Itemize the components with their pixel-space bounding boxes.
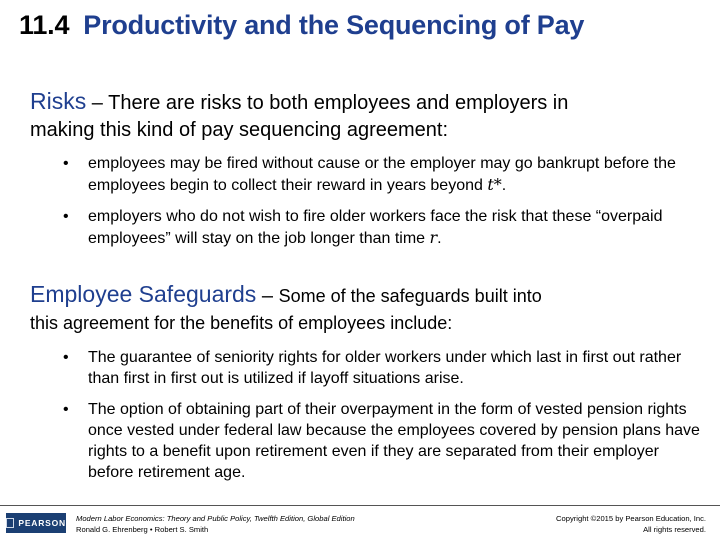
pearson-logo-icon bbox=[6, 518, 14, 528]
footer-copyright bbox=[556, 513, 706, 535]
slide-title bbox=[19, 10, 584, 41]
risks-intro-line1: There are risks to both employees and employers in bbox=[108, 92, 569, 114]
bullet-icon: • bbox=[63, 401, 69, 418]
bullet-icon: • bbox=[63, 155, 69, 172]
risk-bullet-var: t* bbox=[487, 175, 502, 194]
safeguard-bullet-text: The option of obtaining part of their overpayment in the form of vested pension rights once vested under federal law because the employees covered by pension plans have rights to a benefit upon retirement even if they are separated from their employer before retirement age. bbox=[88, 401, 700, 481]
risks-heading: Risks bbox=[30, 88, 87, 114]
list-item: • employers who do not wish to fire older workers face the risk that these “overpaid employees” will stay on the job longer than time r. bbox=[63, 208, 663, 247]
safeguards-intro-line2: this agreement for the benefits of employees include: bbox=[30, 313, 453, 333]
footer-book-title: Modern Labor Economics: Theory and Public Policy, Twelfth Edition, Global Edition bbox=[76, 514, 355, 523]
footer-copyright-text: Copyright ©2015 by Pearson Education, Inc. bbox=[556, 514, 706, 523]
risks-intro: Risks – There are risks to both employees and employers in making this kind of pay sequencing agreement: bbox=[30, 88, 569, 141]
risk-bullet-text: employees may be fired without cause or the employer may go bankrupt before the employees begin to collect their reward in years beyond bbox=[88, 155, 676, 194]
risk-bullet-text: employers who do not wish to fire older workers face the risk that these “overpaid employees” will stay on the job longer than time bbox=[88, 208, 663, 247]
slide-number: 11.4 bbox=[19, 10, 70, 40]
safeguards-section bbox=[30, 281, 702, 483]
bullet-icon: • bbox=[63, 208, 69, 225]
safeguards-bullet-list bbox=[30, 347, 702, 483]
risks-bullet-list bbox=[30, 153, 702, 249]
safeguards-intro-line1: Some of the safeguards built into bbox=[278, 286, 542, 306]
footer-rights-text: All rights reserved. bbox=[643, 525, 706, 534]
footer-citation bbox=[76, 513, 355, 535]
risks-intro-line2: making this kind of pay sequencing agreement: bbox=[30, 119, 449, 141]
list-item bbox=[30, 399, 702, 483]
list-item bbox=[30, 347, 702, 389]
footer-divider bbox=[0, 505, 720, 506]
risks-section bbox=[30, 88, 702, 249]
slide-title-text: Productivity and the Sequencing of Pay bbox=[83, 10, 585, 40]
safeguards-intro: Employee Safeguards – Some of the safeguards built into this agreement for the benefits of employees include: bbox=[30, 281, 542, 333]
pearson-logo: PEARSON bbox=[6, 513, 66, 533]
bullet-icon: • bbox=[63, 349, 69, 366]
safeguard-bullet-text: The guarantee of seniority rights for older workers under which last in first out rather than first in first out is utilized if layoff situations arise. bbox=[88, 349, 682, 387]
list-item: • employees may be fired without cause or the employer may go bankrupt before the employees begin to collect their reward in years beyond t*. bbox=[63, 155, 676, 194]
safeguards-heading: Employee Safeguards bbox=[30, 281, 257, 307]
footer-authors: Ronald G. Ehrenberg • Robert S. Smith bbox=[76, 525, 209, 534]
risk-bullet-var: r bbox=[429, 228, 438, 247]
